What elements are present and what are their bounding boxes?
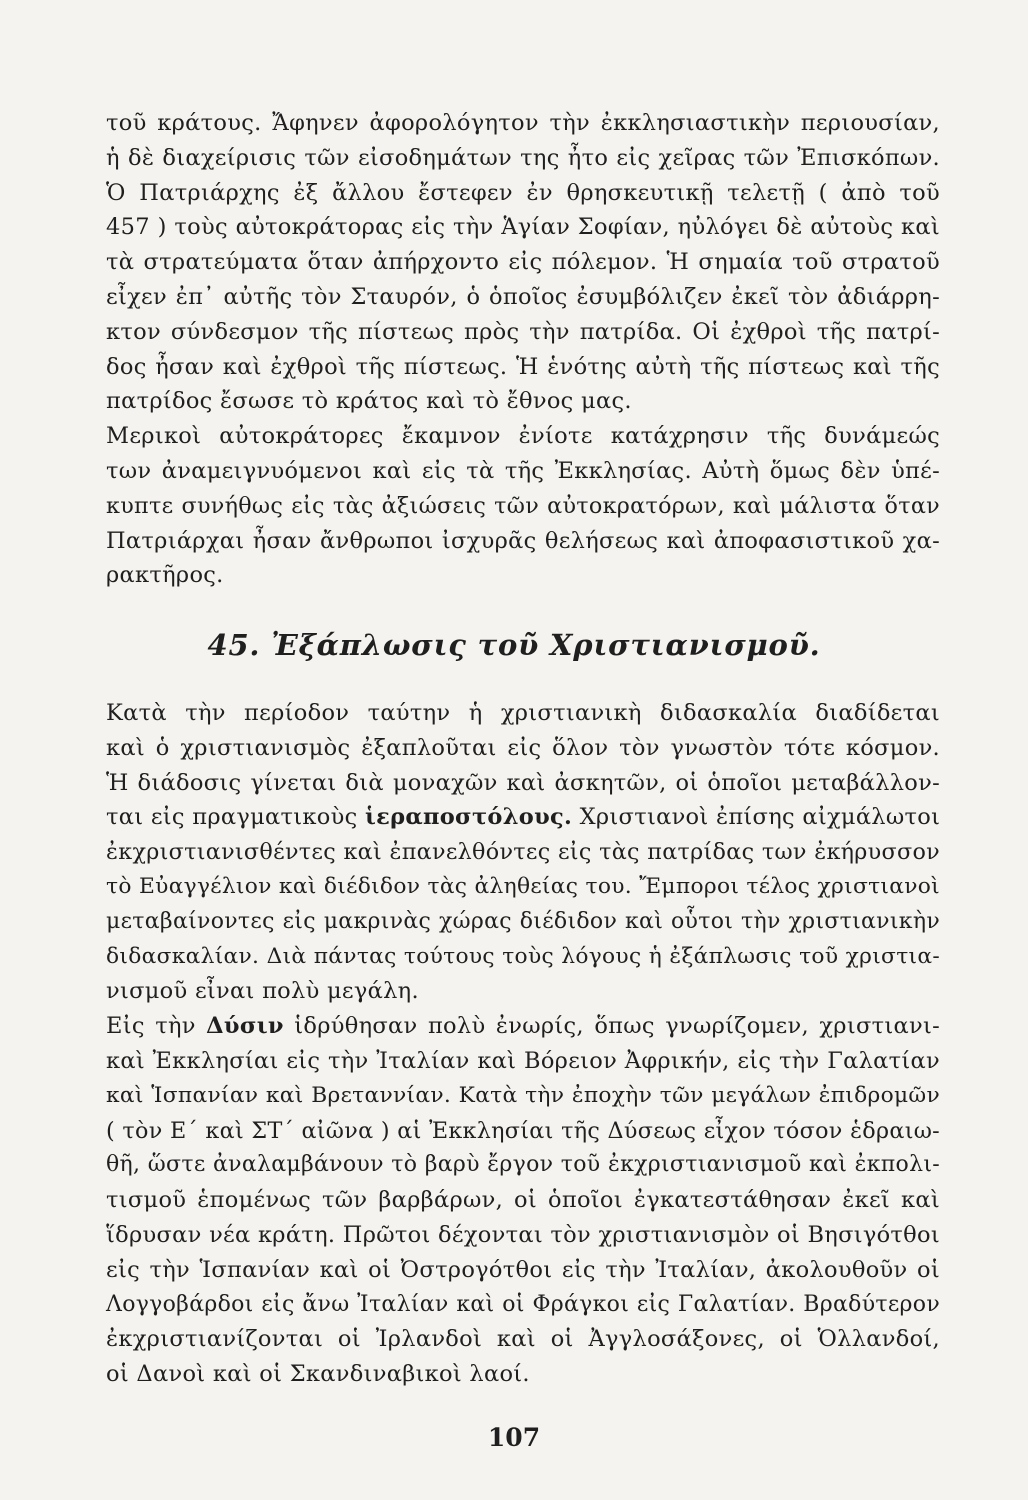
page-number: 107 (487, 1423, 541, 1452)
text-line: κυπτε συνήθως εἰς τὰς ἀξιώσεις τῶν αὐτοκρατόρων, καὶ μάλιστα ὅταν (106, 492, 940, 519)
text-before-heading (106, 106, 940, 593)
text-segment: Εἰς τὴν (106, 1013, 207, 1040)
text-line: 457 ) τοὺς αὐτοκράτορας εἰς τὴν Ἁγίαν Σοφίαν, ηὐλόγει δὲ αὐτοὺς καὶ (106, 214, 940, 241)
text-line: Λογγοβάρδοι εἰς ἄνω Ἰταλίαν καὶ οἱ Φράγκοι εἰς Γαλατίαν. Βραδύτερον (106, 1291, 940, 1317)
text-line: ( τὸν Ε΄ καὶ ΣΤ΄ αἰῶνα ) αἱ Ἐκκλησίαι τῆς Δύσεως εἶχον τόσον ἑδραιω- (106, 1117, 940, 1144)
text-line: τὰ στρατεύματα ὅταν ἀπήρχοντο εἰς πόλεμον. Ἡ σημαία τοῦ στρατοῦ (106, 249, 940, 276)
text-line: ἐκχριστιανίζονται οἱ Ἰρλανδοὶ καὶ οἱ Ἀγγλοσάξονες, οἱ Ὁλλανδοί, (106, 1326, 940, 1353)
bold-term: Δύσιν (206, 1013, 284, 1040)
text-line: ἵδρυσαν νέα κράτη. Πρῶτοι δέχονται τὸν χριστιανισμὸν οἱ Βησιγότθοι (106, 1221, 940, 1248)
text-line: Ἡ διάδοσις γίνεται διὰ μοναχῶν καὶ ἀσκητῶν, οἱ ὁποῖοι μεταβάλλον- (106, 769, 940, 796)
text-line: τοῦ κράτους. Ἄφηνεν ἀφορολόγητον τὴν ἐκκλησιαστικὴν περιουσίαν, (106, 110, 940, 136)
text-line: Κατὰ τὴν περίοδον ταύτην ἡ χριστιανικὴ διδασκαλία διαδίδεται (106, 700, 940, 726)
text-after-heading (106, 696, 940, 1392)
text-line (106, 800, 940, 835)
text-line: πατρίδος ἔσωσε τὸ κράτος καὶ τὸ ἔθνος μας. (106, 388, 632, 415)
text-line: Πατριάρχαι ἦσαν ἄνθρωποι ἰσχυρᾶς θελήσεως καὶ ἀποφασιστικοῦ χα- (106, 527, 940, 554)
text-line: δος ἦσαν καὶ ἐχθροὶ τῆς πίστεως. Ἡ ἑνότης αὐτὴ τῆς πίστεως καὶ τῆς (106, 353, 940, 380)
text-line: καὶ ὁ χριστιανισμὸς ἐξαπλοῦται εἰς ὅλον τὸν γνωστὸν τότε κόσμον. (106, 734, 940, 761)
text-line: ἐκχριστιανισθέντες καὶ ἐπανελθόντες εἰς τὰς πατρίδας των ἐκήρυσσον (106, 839, 940, 866)
text-line: μεταβαίνοντες εἰς μακρινὰς χώρας διέδιδον καὶ οὗτοι τὴν χριστιανικὴν (106, 908, 940, 934)
text-segment: ται εἰς πραγματικοὺς (106, 804, 365, 831)
text-line: των ἀναμειγνυόμενοι καὶ εἰς τὰ τῆς Ἐκκλησίας. Αὐτὴ ὅμως δὲν ὑπέ- (106, 457, 940, 484)
text-segment: Χριστιανοὶ ἐπίσης αἰχμάλωτοι (572, 804, 941, 831)
text-line: ρακτῆρος. (106, 562, 224, 589)
text-line: θῆ, ὥστε ἀναλαμβάνουν τὸ βαρὺ ἔργον τοῦ ἐκχριστιανισμοῦ καὶ ἐκπολι- (106, 1152, 940, 1178)
text-line: Ὁ Πατριάρχης ἐξ ἄλλου ἔστεφεν ἐν θρησκευτικῇ τελετῇ ( ἀπὸ τοῦ (106, 179, 940, 206)
text-line: διδασκαλίαν. Διὰ πάντας τούτους τοὺς λόγους ἡ ἐξάπλωσις τοῦ χριστια- (106, 943, 940, 969)
section-heading: 45. Ἐξάπλωσις τοῦ Χριστιανισμοῦ. (207, 628, 821, 662)
text-line: καὶ Ἐκκλησίαι εἰς τὴν Ἰταλίαν καὶ Βόρειον Ἀφρικήν, εἰς τὴν Γαλατίαν (106, 1047, 940, 1074)
text-line: εἶχεν ἐπ᾽ αὐτῆς τὸν Σταυρόν, ὁ ὁποῖος ἐσυμβόλιζεν ἐκεῖ τὸν ἀδιάρρη- (106, 283, 940, 310)
text-line: νισμοῦ εἶναι πολὺ μεγάλη. (106, 978, 419, 1005)
text-line (106, 1009, 940, 1044)
text-line: καὶ Ἱσπανίαν καὶ Βρεταννίαν. Κατὰ τὴν ἐποχὴν τῶν μεγάλων ἐπιδρομῶν (106, 1082, 940, 1108)
text-line: τὸ Εὐαγγέλιον καὶ διέδιδον τὰς ἀληθείας του. Ἔμποροι τέλος χριστιανοὶ (106, 873, 940, 899)
text-line: Μερικοὶ αὐτοκράτορες ἔκαμνον ἐνίοτε κατάχρησιν τῆς δυνάμεώς (106, 423, 940, 450)
text-segment: ἱδρύθησαν πολὺ ἐνωρίς, ὅπως γνωρίζομεν, χριστιανι- (283, 1013, 940, 1040)
text-line: εἰς τὴν Ἱσπανίαν καὶ οἱ Ὀστρογότθοι εἰς τὴν Ἰταλίαν, ἀκολουθοῦν οἱ (106, 1256, 940, 1283)
text-line: τισμοῦ ἑπομένως τῶν βαρβάρων, οἱ ὁποῖοι ἐγκατεστάθησαν ἐκεῖ καὶ (106, 1187, 940, 1214)
text-line: οἱ Δανοὶ καὶ οἱ Σκανδιναβικοὶ λαοί. (106, 1361, 530, 1388)
bold-term: ἱεραποστόλους. (364, 804, 573, 831)
text-line: ἡ δὲ διαχείρισις τῶν εἰσοδημάτων της ἦτο εἰς χεῖρας τῶν Ἐπισκόπων. (106, 144, 940, 171)
text-line: κτον σύνδεσμον τῆς πίστεως πρὸς τὴν πατρίδα. Οἱ ἐχθροὶ τῆς πατρί- (106, 318, 940, 345)
